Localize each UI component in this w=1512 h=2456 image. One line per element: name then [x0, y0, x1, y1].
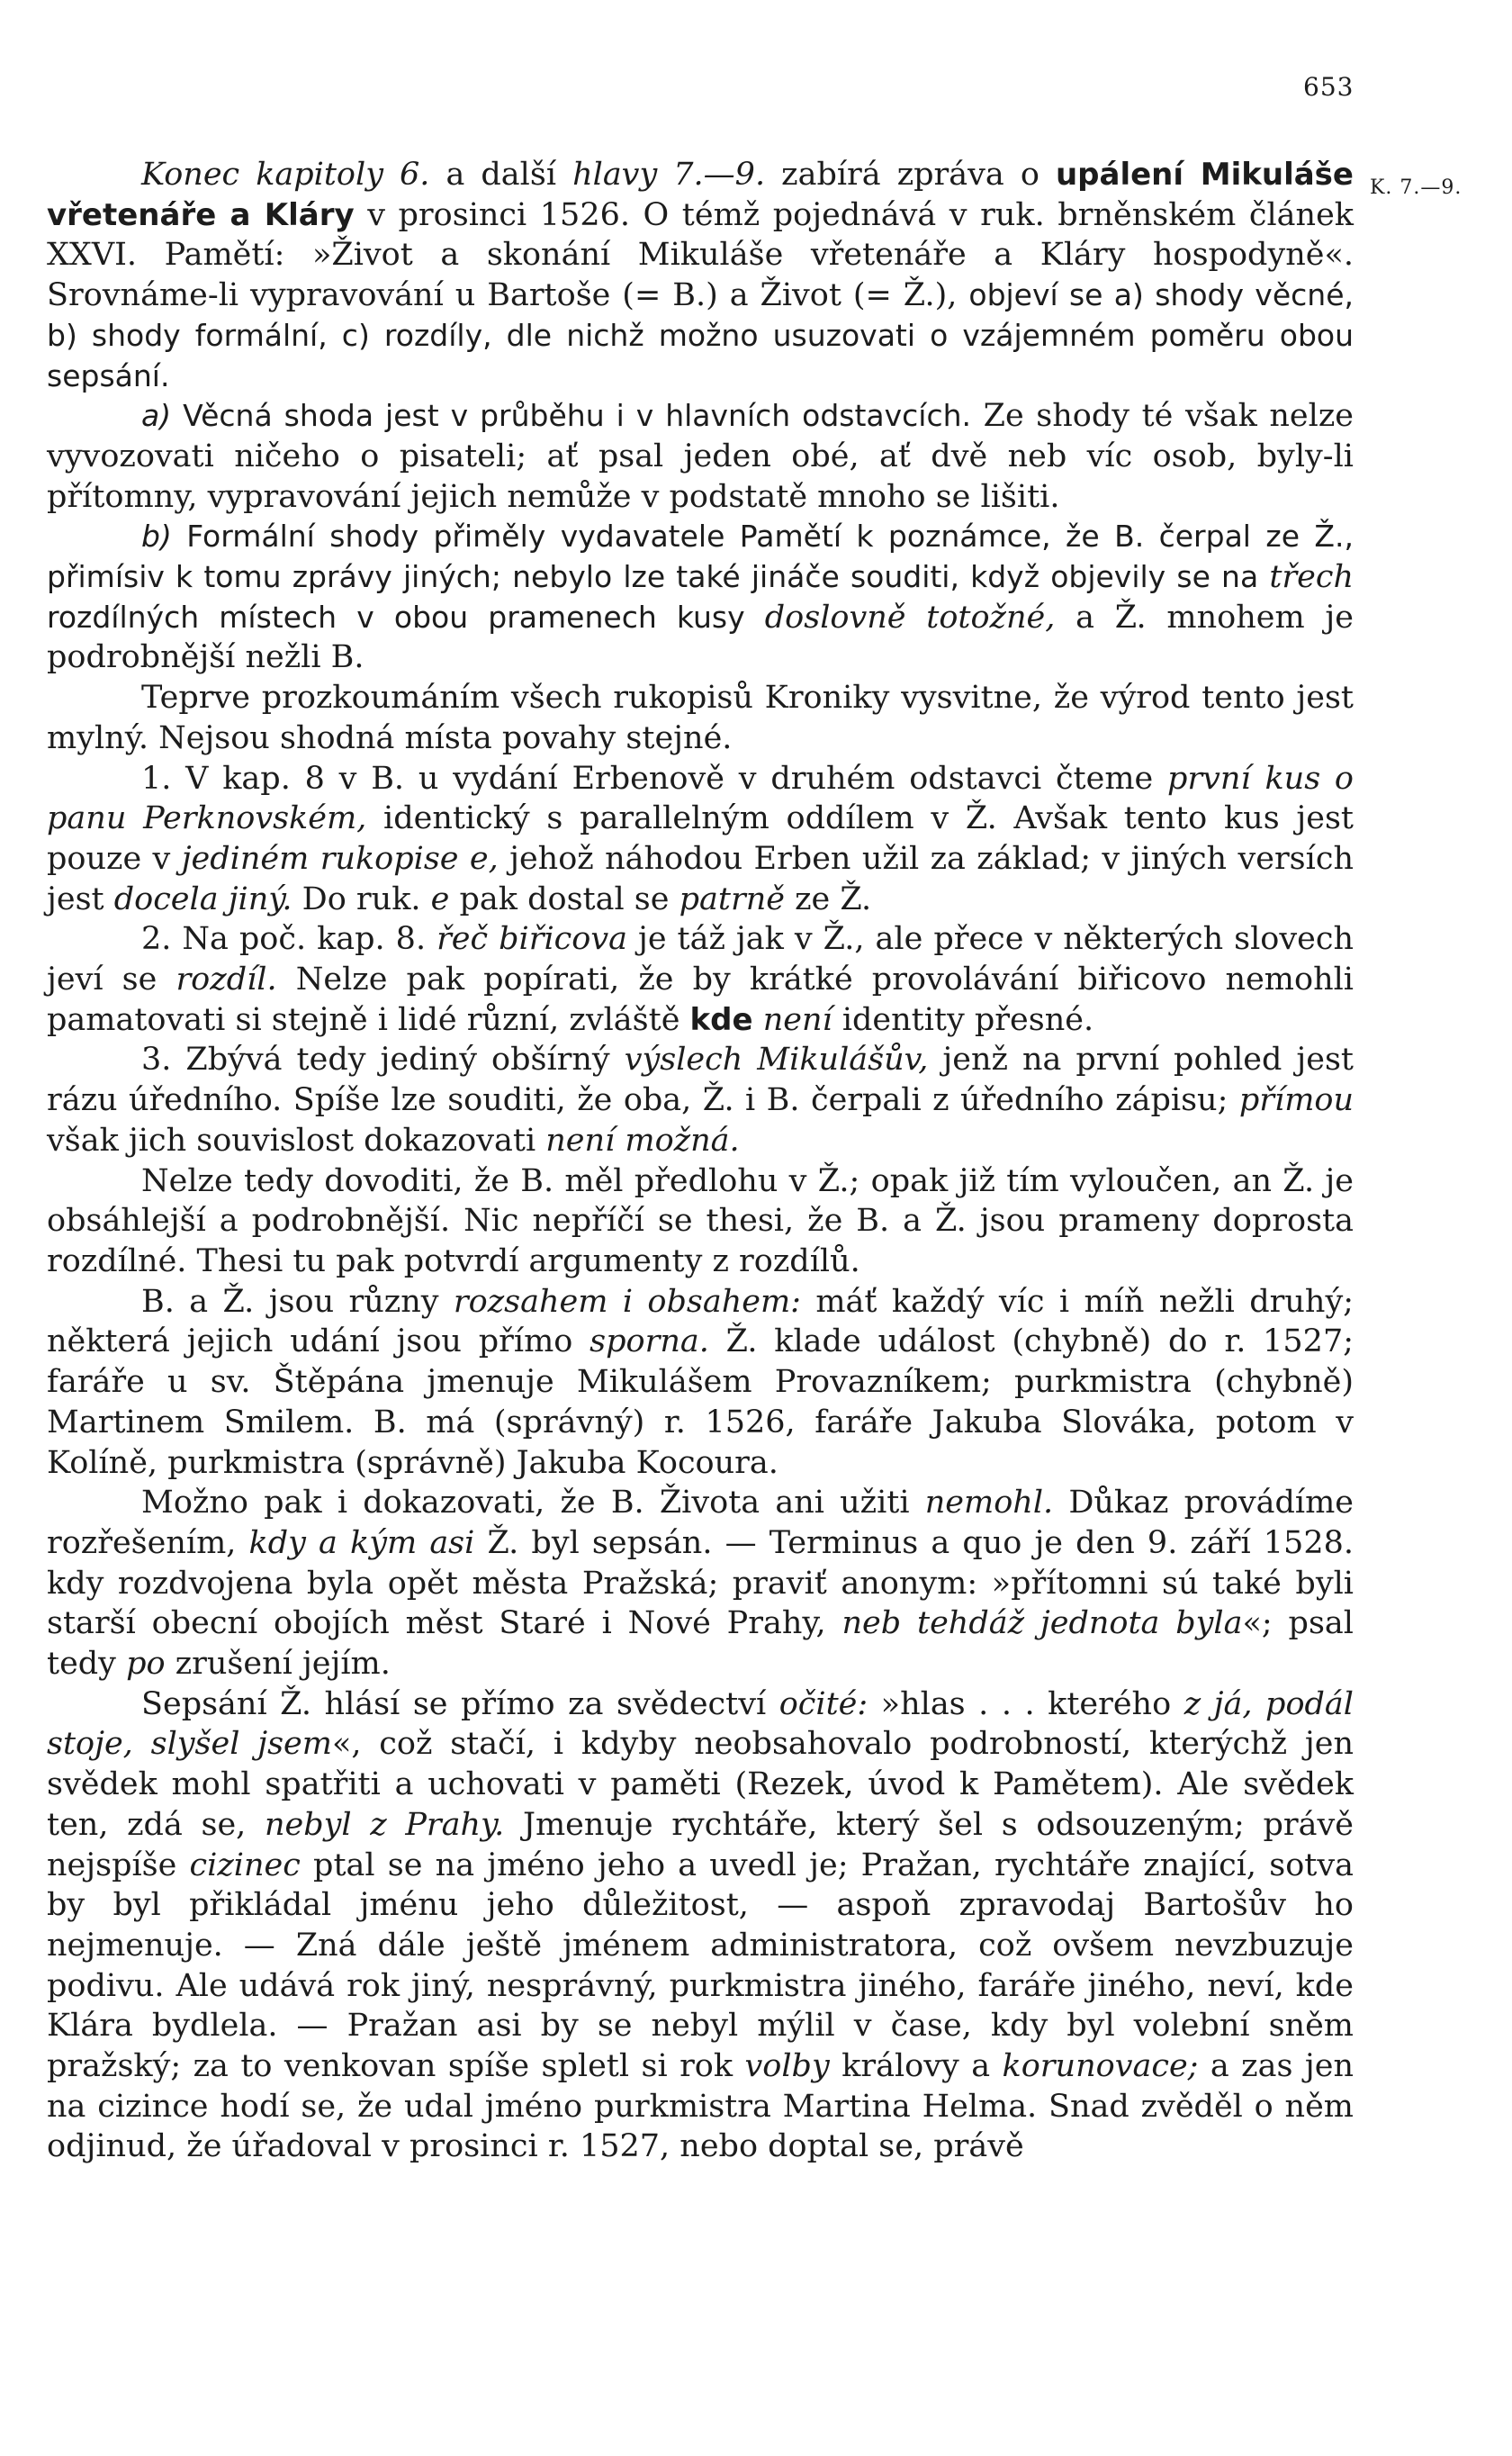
- margin-note: K. 7.—9.: [1370, 176, 1462, 199]
- text-span: 2. Na poč. kap. 8.: [141, 921, 437, 958]
- text-span: «; psal tedy: [47, 1605, 1354, 1683]
- text-span: není možná.: [545, 1122, 740, 1159]
- paragraph-4: [47, 678, 1354, 758]
- text-span: rozdílných místech v obou pramenech kusy: [47, 599, 765, 635]
- text-span: královy a: [829, 2048, 1003, 2085]
- text-span: a zas jen na cizince hodí se, že udal jméno purkmistra Martina Helma. Snad zvěděl o něm odjinud, že úřadoval v prosinci r. 1527, nebo doptal se, právě: [47, 2048, 1354, 2165]
- body-text: [47, 155, 1354, 2167]
- text-span: objeví se a) shody věcné, b) shody formální, c) rozdíly, dle nichž možno usuzovati o vzájemném poměru obou sepsání.: [47, 277, 1354, 393]
- text-span: Sepsání Ž. hlásí se přímo za svědectví: [141, 1685, 779, 1722]
- page-number: 653: [1303, 72, 1354, 102]
- text-span: očité:: [778, 1685, 868, 1722]
- text-span: Nelze tedy dovoditi, že B. měl předlohu v Ž.; opak již tím vyloučen, an Ž. je obsáhlejší a podrobnější. Nic nepříčí se thesi, že B. a Ž. jsou prameny doprosta rozdílné. Thesi tu pak potvrdí argumenty z rozdílů.: [47, 1162, 1354, 1279]
- text-span: korunovace;: [1002, 2048, 1199, 2085]
- paragraph-8: [47, 1161, 1354, 1282]
- text-span: docela jiný.: [113, 880, 292, 917]
- text-span: sporna.: [590, 1323, 709, 1360]
- text-span: identity přesné.: [832, 1001, 1094, 1038]
- text-span: výslech Mikulášův,: [624, 1042, 929, 1079]
- paragraph-11: [47, 1684, 1354, 2167]
- text-span: zabírá zpráva o: [765, 157, 1056, 193]
- text-span: zrušení jejím.: [165, 1646, 391, 1683]
- text-span: je táž jak v Ž., ale přece v některých slovech jeví se: [47, 921, 1354, 998]
- text-span: Nelze pak popírati, že by krátké provolávání biřicovo nemohli pamatovati si stejně i lidé různí, zvláště: [47, 962, 1354, 1038]
- text-span: jehož náhodou Erben užil za základ; v jiných versích jest: [47, 840, 1354, 917]
- text-span: volby: [744, 2048, 830, 2085]
- text-span: Věcná shoda jest v průběhu i v hlavních odstavcích.: [171, 398, 972, 434]
- text-span: ptal se na jméno jeho a uvedl je; Pražan, rychtáře znající, sotva by byl přikládal jménu jeho důležitost, — aspoň zpravodaj Bartošův ho nejmenuje. — Zná dále ještě jménem administratora, což ovšem nevzbuzuje podivu. Ale udává rok jiný, nesprávný, purkmistra jiného, faráře jiného, neví, kde Klára bydlela. — Pražan asi by se nebyl mýlil v čase, kdy byl volební sněm pražský; za to venkovan spíše spletl si rok: [47, 1847, 1354, 2085]
- text-span: B. a Ž. jsou různy: [141, 1283, 454, 1320]
- paragraph-9: [47, 1282, 1354, 1484]
- paragraph-10: [47, 1483, 1354, 1684]
- paragraph-7: [47, 1040, 1354, 1160]
- text-span: a): [141, 398, 172, 434]
- text-span: kde: [689, 1001, 753, 1038]
- text-span: Ž. byl sepsán. — Terminus a quo je den 9. září 1528. kdy rozdvojena byla opět města Pražská; praviť anonym: »přítomni sú také byli starší obecní obojích měst Staré i Nové Prahy,: [47, 1524, 1354, 1642]
- text-span: Možno pak i dokazovati, že B. Života ani užiti: [141, 1485, 925, 1521]
- text-span: však jich souvislost dokazovati: [47, 1122, 546, 1159]
- paragraph-5: [47, 759, 1354, 920]
- text-span: b): [141, 519, 172, 555]
- text-span: máť každý víc i míň nežli druhý; některá jejich udání jsou přímo: [47, 1283, 1354, 1360]
- text-span: po: [126, 1646, 166, 1683]
- text-span: rozsahem i obsahem:: [453, 1283, 801, 1320]
- text-span: v prosinci 1526. O témž pojednává v ruk. brněnském článek XXVI. Pamětí: »Život a skonání Mikuláše vřetenáře a Kláry hospodyně«. Srovnáme-li vypravování u Bartoše (= B.) a Život (= Ž.),: [47, 196, 1354, 314]
- text-span: přímou: [1238, 1082, 1354, 1119]
- text-span: pak dostal se: [449, 880, 680, 917]
- text-span: Teprve prozkoumáním všech rukopisů Kroniky vysvitne, že výrod tento jest mylný. Nejsou shodná místa povahy stejné.: [47, 680, 1354, 756]
- text-span: první kus o panu Perknovském,: [47, 760, 1354, 837]
- text-span: Ž. klade událost (chybně) do r. 1527; faráře u sv. Štěpána jmenuje Mikulášem Provazníkem; purkmistra (chybně) Martinem Smilem. B. má (správný) r. 1526, faráře Jakuba Slováka, potom v Kolíně, purkmistra (správně) Jakuba Kocoura.: [47, 1323, 1354, 1481]
- text-span: Jmenuje rychtáře, který šel s odsouzeným; právě nejspíše: [47, 1806, 1354, 1883]
- text-span: Do ruk.: [292, 880, 431, 917]
- paragraph-2: [47, 396, 1354, 517]
- text-span: ze Ž.: [784, 880, 872, 917]
- text-span: rozdíl.: [176, 962, 277, 998]
- text-span: 3. Zbývá tedy jediný obšírný: [141, 1042, 625, 1079]
- text-span: »hlas . . . kterého: [868, 1685, 1184, 1722]
- paragraph-3: [47, 517, 1354, 678]
- text-span: z já, podál stoje, slyšel jsem: [47, 1685, 1354, 1763]
- text-span: řeč biřicova: [436, 921, 627, 958]
- text-span: Důkaz provádíme rozřešením,: [47, 1485, 1354, 1561]
- text-span: jediném rukopise e,: [181, 840, 499, 877]
- text-span: kdy a kým asi: [248, 1524, 475, 1561]
- text-span: cizinec: [189, 1847, 301, 1883]
- text-span: e: [430, 880, 450, 917]
- text-span: Konec kapitoly 6.: [141, 157, 430, 193]
- text-span: Ze shody té však nelze vyvozovati ničeho o pisateli; ať psal jeden obé, ať dvě neb víc osob, byly-li přítomny, vypravování jejich nemůže v podstatě mnoho se lišiti.: [47, 398, 1354, 515]
- paragraph-1: [47, 155, 1354, 396]
- text-span: nemohl.: [924, 1485, 1054, 1521]
- text-span: neb tehdáž jednota byla: [842, 1605, 1243, 1642]
- text-span: a Ž. mnohem je podrobnější nežli B.: [47, 599, 1354, 676]
- text-span: třech: [1269, 559, 1354, 596]
- text-span: nebyl z Prahy.: [264, 1806, 505, 1843]
- text-span: identický s parallelným oddílem v Ž. Avšak tento kus jest pouze v: [47, 800, 1354, 877]
- text-span: patrně: [679, 880, 785, 917]
- text-span: doslovně totožné,: [764, 599, 1056, 636]
- text-span: není: [762, 1001, 832, 1038]
- text-span: a další: [429, 157, 573, 193]
- text-span: 1. V kap. 8 v B. u vydání Erbenově v druhém odstavci čteme: [141, 760, 1168, 797]
- text-span: «, což stačí, i kdyby neobsahovalo podrobností, kterýchž jen svědek mohl spatřiti a uchovati v paměti (Rezek, úvod k Pamětem). Ale svědek ten, zdá se,: [47, 1726, 1354, 1843]
- paragraph-6: [47, 919, 1354, 1040]
- text-span: jenž na první pohled jest rázu úředního. Spíše lze souditi, že oba, Ž. i B. čerpali z úředního zápisu;: [47, 1042, 1354, 1119]
- text-span: upálení Mikuláše vřetenáře a Kláry: [47, 157, 1354, 233]
- text-span: hlavy 7.—9.: [572, 157, 766, 193]
- text-span: [753, 1002, 763, 1038]
- text-span: Formální shody přiměly vydavatele Pamětí k poznámce, že B. čerpal ze Ž., přimísiv k tomu zprávy jiných; nebylo lze také jináče souditi, když objevily se na: [47, 519, 1354, 595]
